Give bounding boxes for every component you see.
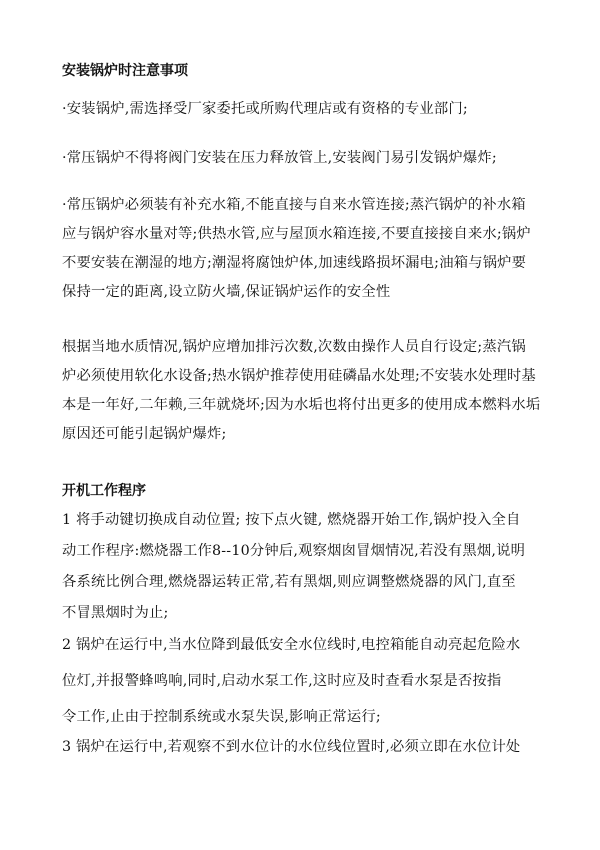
text-line: 令工作,止由于控制系统或水泵失误,影响正常运行; [62,709,381,725]
text-line: 不冒黑烟时为止; [62,605,169,621]
text-line: 根据当地水质情况,锅炉应增加排污次数,次数由操作人员自行设定;蒸汽锅 [62,339,526,355]
text-line: 各系统比例合理,燃烧器运转正常,若有黑烟,则应调整燃烧器的风门,直至 [62,574,516,590]
text-line: 1 将手动键切换成自动位置; 按下点火键, 燃烧器开始工作,锅炉投入全自 [62,512,521,528]
text-line: 不要安装在潮湿的地方;潮湿将腐蚀炉体,加速线路损坏漏电;油箱与锅炉要 [62,255,527,271]
text-line: 炉必须使用软化水设备;热水锅炉推荐使用硅磷晶水处理;不安装水处理时基 [62,368,536,384]
text-line: 2 锅炉在运行中,当水位降到最低安全水位线时,电控箱能自动亮起危险水 [62,637,521,653]
section-title-installation: 安装锅炉时注意事项 [62,63,188,79]
paragraph-item-1 [62,97,468,121]
paragraph-item-2 [62,146,497,170]
text-line: 位灯,并报警蜂鸣响,同时,启动水泵工作,这时应及时查看水泵是否按指 [62,673,502,689]
text-line: 动工作程序:燃烧器工作8--10分钟后,观察烟囱冒烟情况,若没有黑烟,说明 [62,543,526,559]
text-line: ·安装锅炉,需选择受厂家委托或所购代理店或有资格的专业部门; [62,101,468,117]
paragraph-step-2 [62,627,520,735]
paragraph-step-1 [62,505,525,629]
paragraph-water-quality [62,333,540,449]
text-line: ·常压锅炉不得将阀门安装在压力释放管上,安装阀门易引发锅炉爆炸; [62,150,497,166]
text-line: 应与锅炉容水量对等;供热水管,应与屋顶水箱连接,不要直接接自来水;锅炉 [62,226,531,242]
paragraph-step-3 [62,735,520,759]
text-line: ·常压锅炉必须装有补充水箱,不能直接与自来水管连接;蒸汽锅炉的补水箱 [62,197,526,213]
text-line: 3 锅炉在运行中,若观察不到水位计的水位线位置时,必须立即在水位计处 [62,739,521,755]
paragraph-item-3 [62,191,531,307]
text-line: 原因还可能引起锅炉爆炸; [62,426,227,442]
section-title-startup: 开机工作程序 [62,483,146,499]
text-line: 保持一定的距离,设立防火墙,保证锅炉运作的安全性 [62,284,391,300]
text-line: 本是一年好,二年赖,三年就烧坏;因为水垢也将付出更多的使用成本燃料水垢 [62,397,541,413]
